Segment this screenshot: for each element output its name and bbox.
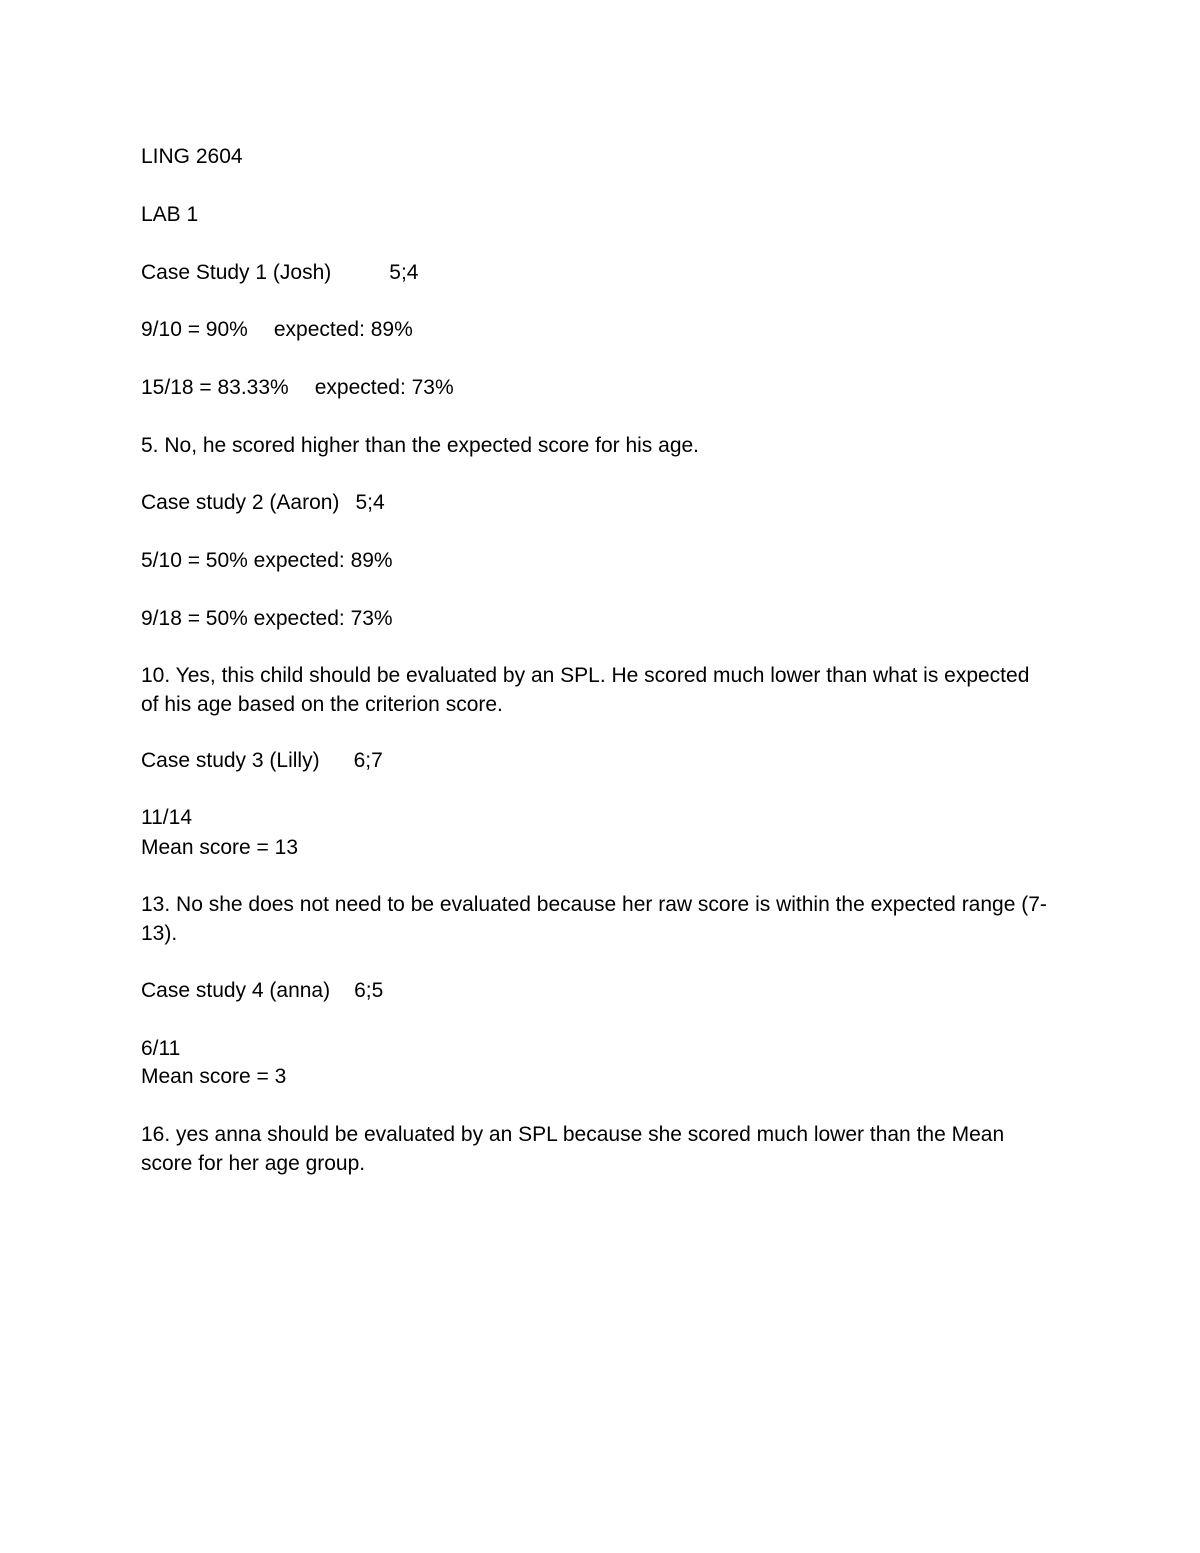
case3-age: 6;7 bbox=[353, 749, 383, 772]
case2-line bbox=[141, 488, 385, 517]
case4-line bbox=[141, 976, 383, 1005]
case2-answer: 10. Yes, this child should be evaluated by an SPL. He scored much lower than what is expected of his age based on the criterion score. bbox=[141, 664, 1030, 716]
case3-raw-score: 11/14 bbox=[141, 806, 192, 829]
case2-result1: 5/10 = 50% expected: 89% bbox=[141, 549, 393, 572]
case1-result2-expected: expected: 73% bbox=[314, 376, 454, 399]
case3-mean-score: Mean score = 13 bbox=[141, 836, 299, 859]
case1-result2-score: 15/18 = 83.33% bbox=[141, 376, 289, 399]
case1-line bbox=[141, 258, 418, 287]
case1-heading: Case Study 1 (Josh) bbox=[141, 261, 332, 284]
case2-result2: 9/18 = 50% expected: 73% bbox=[141, 607, 393, 630]
case3-answer: 13. No she does not need to be evaluated because her raw score is within the expected range (7-13). bbox=[141, 893, 1047, 945]
case4-mean-score: Mean score = 3 bbox=[141, 1065, 287, 1088]
case4-answer: 16. yes anna should be evaluated by an SPL because she scored much lower than the Mean score for her age group. bbox=[141, 1123, 1005, 1175]
case1-result1-expected: expected: 89% bbox=[273, 318, 413, 341]
case4-heading: Case study 4 (anna) bbox=[141, 979, 331, 1002]
case3-heading: Case study 3 (Lilly) bbox=[141, 749, 320, 772]
case4-raw-score: 6/11 bbox=[141, 1037, 181, 1060]
case1-age: 5;4 bbox=[389, 261, 419, 284]
case4-age: 6;5 bbox=[354, 979, 384, 1002]
case2-heading: Case study 2 (Aaron) bbox=[141, 491, 340, 514]
case3-line bbox=[141, 746, 383, 775]
case2-age: 5;4 bbox=[355, 491, 385, 514]
course-code: LING 2604 bbox=[141, 145, 243, 168]
case1-result1-score: 9/10 = 90% bbox=[141, 318, 248, 341]
case1-result2 bbox=[141, 373, 454, 402]
case1-answer: 5. No, he scored higher than the expected score for his age. bbox=[141, 434, 700, 457]
lab-title: LAB 1 bbox=[141, 203, 199, 226]
case1-result1 bbox=[141, 315, 413, 344]
